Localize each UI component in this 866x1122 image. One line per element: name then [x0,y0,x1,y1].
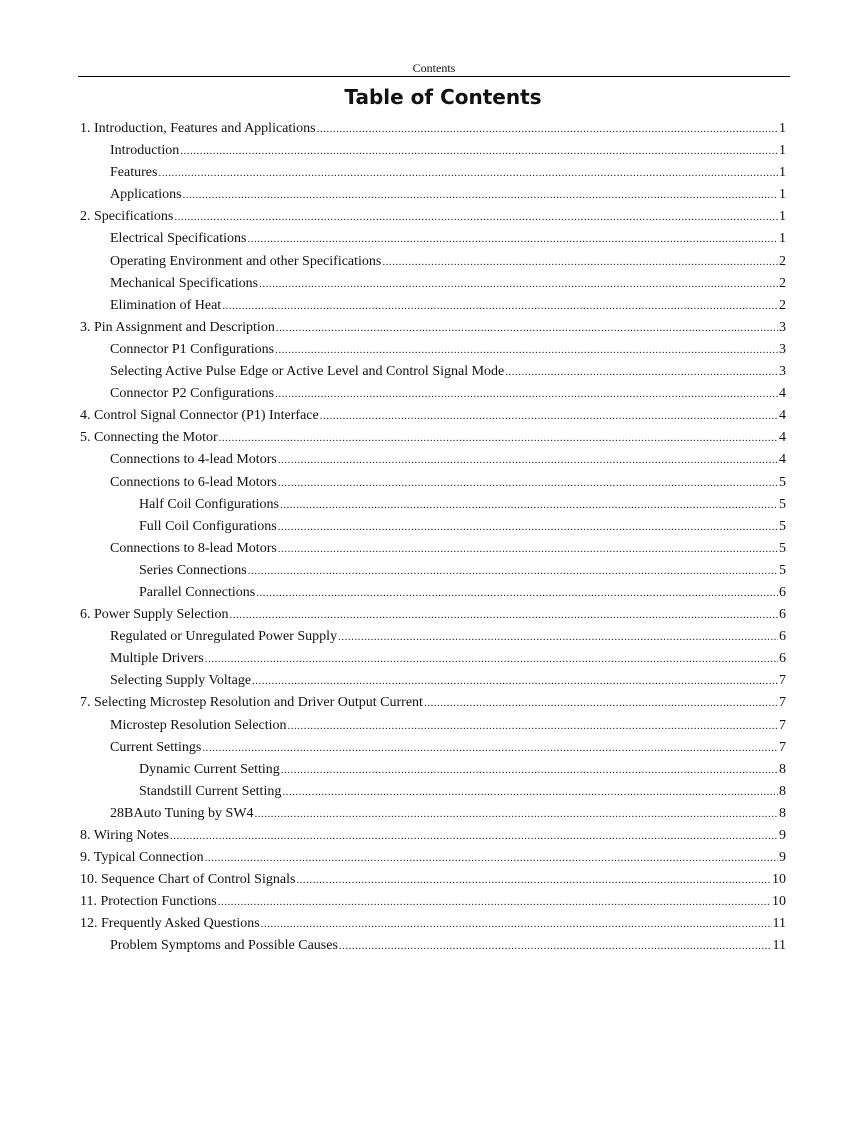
toc-page-number: 6 [779,607,786,623]
dot-leader [505,361,778,383]
toc-entry[interactable] [80,759,786,781]
toc-page-number: 1 [779,121,786,136]
toc-page-number: 3 [779,364,786,380]
toc-entry-title: Standstill Current Setting [139,783,282,799]
dot-leader [219,427,778,449]
toc-entry[interactable] [80,206,786,228]
dot-leader [259,273,778,295]
dot-leader [230,604,778,626]
dot-leader [158,162,778,184]
toc-page-number: 8 [779,761,786,777]
toc-entry[interactable] [80,516,786,538]
toc-page-number: 7 [779,695,786,711]
toc-entry[interactable] [80,670,786,692]
dot-leader [247,228,778,250]
dot-leader [338,626,778,648]
toc-entry[interactable] [80,361,786,383]
toc-entry[interactable] [80,273,786,295]
toc-entry[interactable] [80,847,786,869]
dot-leader [170,825,778,847]
dot-leader [296,869,771,891]
toc-entry[interactable] [80,472,786,494]
toc-entry[interactable] [80,891,786,913]
toc-entry-title: Dynamic Current Setting [139,761,280,777]
toc-page-number: 10 [772,894,786,910]
toc-entry[interactable] [80,692,786,714]
toc-page-number: 2 [779,275,786,291]
toc-page-number: 4 [779,386,786,402]
toc-entry[interactable] [80,494,786,516]
toc-entry[interactable] [80,538,786,560]
toc-page-number: 7 [779,673,786,689]
toc-entry-title: 3. Pin Assignment and Description [80,319,275,335]
toc-entry[interactable] [80,228,786,250]
toc-entry-title: Regulated or Unregulated Power Supply [110,629,338,645]
dot-leader [183,184,778,206]
toc-entry[interactable] [80,162,786,184]
toc-entry-title: Half Coil Configurations [139,496,279,512]
toc-entry-title: 4. Control Signal Connector (P1) Interface [80,408,319,424]
toc-entry-title: Multiple Drivers [110,651,204,667]
toc-page-number: 3 [779,341,786,357]
toc-entry-title: Problem Symptoms and Possible Causes [110,938,338,954]
dot-leader [281,759,778,781]
toc-entry[interactable] [80,295,786,317]
page-title: Table of Contents [344,85,542,109]
toc-entry[interactable] [80,317,786,339]
toc-entry-title: Full Coil Configurations [139,518,277,534]
toc-entry-title: 9. Typical Connection [80,850,204,866]
toc-entry[interactable] [80,383,786,405]
toc-entry[interactable] [80,715,786,737]
dot-leader [252,670,778,692]
dot-leader [280,494,778,516]
toc-page-number: 5 [779,562,786,578]
toc-page-number: 6 [779,584,786,600]
dot-leader [278,516,778,538]
toc-entry-title: Features [110,165,158,181]
dot-leader [218,891,771,913]
dot-leader [276,317,778,339]
dot-leader [261,913,772,935]
dot-leader [382,251,778,273]
toc-page-number: 8 [779,783,786,799]
toc-entry[interactable] [80,118,786,140]
toc-entry-title: 10. Sequence Chart of Control Signals [80,872,296,888]
toc-page-number: 5 [779,518,786,534]
toc-page-number: 4 [779,430,786,446]
toc-entry[interactable] [80,913,786,935]
toc-entry[interactable] [80,140,786,162]
dot-leader [174,206,778,228]
dot-leader [278,449,778,471]
toc-entry[interactable] [80,803,786,825]
dot-leader [180,140,778,162]
toc-entry-title: 7. Selecting Microstep Resolution and Driver Output Current [80,695,423,711]
toc-entry[interactable] [80,582,786,604]
toc-entry-title: 1. Introduction, Features and Applications [80,121,316,136]
toc-page-number: 5 [779,540,786,556]
toc-entry-title: Current Settings [110,739,202,755]
toc-page-number: 2 [779,253,786,269]
toc-entry-title: 28BAuto Tuning by SW4 [110,805,254,821]
toc-entry-title: Selecting Active Pulse Edge or Active Level and Control Signal Mode [110,364,505,380]
toc-page-number: 8 [779,805,786,821]
toc-entry-title: 5. Connecting the Motor [80,430,218,446]
toc-page-number: 11 [772,916,786,932]
toc-entry-title: Connections to 4-lead Motors [110,452,277,468]
toc-page-number: 6 [779,629,786,645]
dot-leader [288,715,778,737]
toc-entry-title: Selecting Supply Voltage [110,673,252,689]
toc-entry[interactable] [80,449,786,471]
dot-leader [248,560,778,582]
dot-leader [205,847,778,869]
toc-entry[interactable] [80,251,786,273]
toc-entry-title: Connector P2 Configurations [110,386,275,402]
toc-page-number: 6 [779,651,786,667]
toc-page-number: 4 [779,408,786,424]
toc-page-number: 7 [779,739,786,755]
toc-page-number: 1 [779,165,786,181]
toc-entry[interactable] [80,825,786,847]
header-rule [78,76,790,77]
toc-entry-title: Connections to 6-lead Motors [110,474,277,490]
toc-entry-title: Microstep Resolution Selection [110,717,287,733]
toc-list [80,118,786,958]
toc-page-number: 9 [779,828,786,843]
dot-leader [275,383,778,405]
dot-leader [255,803,778,825]
toc-entry[interactable] [80,935,786,957]
dot-leader [202,737,778,759]
toc-entry[interactable] [80,781,786,803]
dot-leader [424,692,778,714]
toc-entry-title: 6. Power Supply Selection [80,607,229,623]
toc-entry-title: Introduction [110,143,180,159]
dot-leader [278,538,778,560]
dot-leader [222,295,778,317]
toc-entry-title: 8. Wiring Notes [80,828,170,843]
toc-entry-title: Parallel Connections [139,584,256,600]
toc-page-number: 1 [779,209,786,225]
toc-page-number: 11 [772,938,786,954]
toc-entry-title: Mechanical Specifications [110,275,259,291]
toc-page-number: 1 [779,143,786,159]
dot-leader [339,935,772,957]
toc-entry[interactable] [80,427,786,449]
toc-page-number: 2 [779,297,786,313]
toc-entry-title: 11. Protection Functions [80,894,217,910]
toc-entry[interactable] [80,648,786,670]
toc-entry-title: Operating Environment and other Specifications [110,253,382,269]
running-header: Contents [412,61,456,75]
toc-entry[interactable] [80,869,786,891]
dot-leader [278,472,778,494]
toc-entry[interactable] [80,560,786,582]
toc-page-number: 1 [779,231,786,247]
dot-leader [282,781,778,803]
toc-entry[interactable] [80,626,786,648]
toc-page-number: 1 [779,187,786,203]
toc-page-number: 10 [772,872,786,888]
dot-leader [205,648,778,670]
toc-entry[interactable] [80,339,786,361]
toc-entry[interactable] [80,405,786,427]
toc-entry-title: Electrical Specifications [110,231,247,247]
dot-leader [275,339,778,361]
toc-page-number: 5 [779,496,786,512]
toc-entry-title: Elimination of Heat [110,297,222,313]
toc-entry-title: 12. Frequently Asked Questions [80,916,260,932]
toc-page-number: 3 [779,319,786,335]
toc-entry[interactable] [80,737,786,759]
dot-leader [256,582,778,604]
toc-page-number: 9 [779,850,786,866]
toc-entry-title: Applications [110,187,182,203]
toc-entry[interactable] [80,604,786,626]
toc-entry-title: 2. Specifications [80,209,174,225]
toc-page-number: 7 [779,717,786,733]
toc-entry[interactable] [80,184,786,206]
toc-entry-title: Connector P1 Configurations [110,341,275,357]
dot-leader [317,118,778,140]
toc-page-number: 5 [779,474,786,490]
toc-entry-title: Series Connections [139,562,247,578]
toc-page-number: 4 [779,452,786,468]
toc-entry-title: Connections to 8-lead Motors [110,540,277,556]
dot-leader [320,405,778,427]
